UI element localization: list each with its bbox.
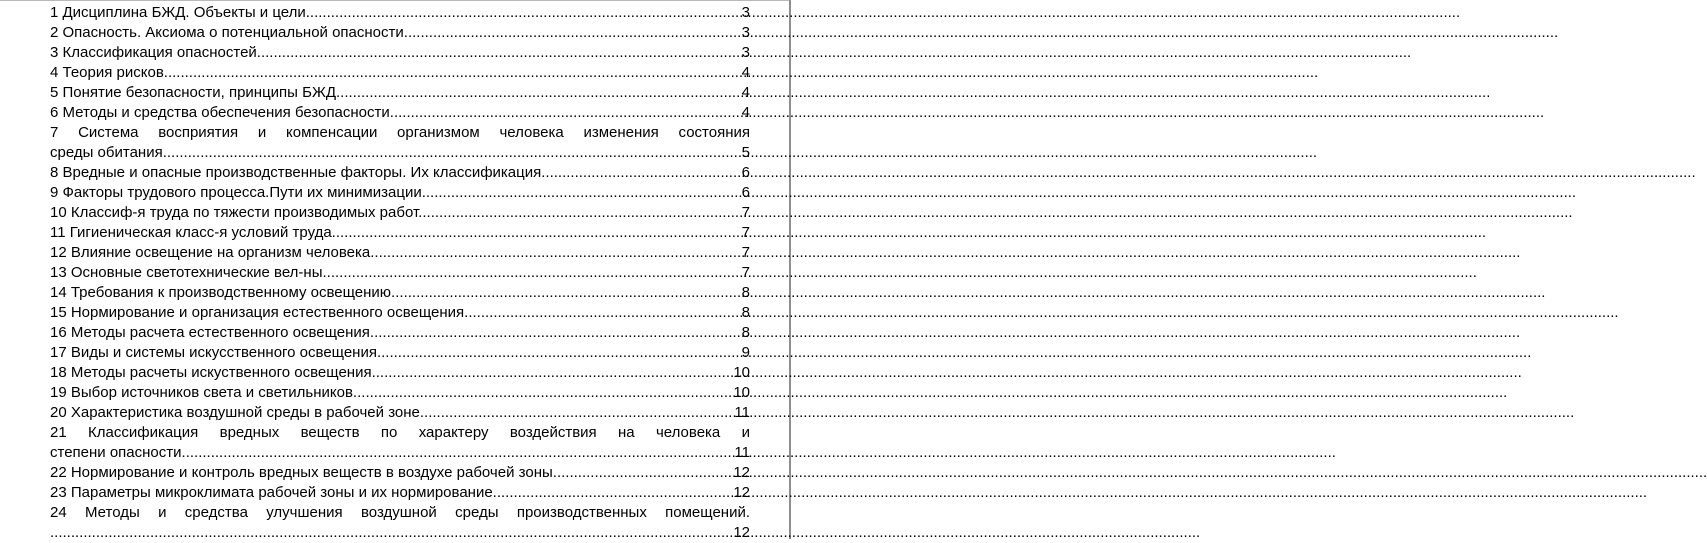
toc-entry-7[interactable] [50, 143, 750, 163]
toc-dot-leader [468, 303, 739, 323]
toc-entry-21-line-1[interactable] [50, 423, 750, 443]
toc-entry-17[interactable] [50, 343, 750, 363]
toc-entry-page: 4 [741, 84, 750, 101]
toc-entry-title: 16 Методы расчета естественного освещения [50, 324, 370, 341]
toc-entry-page: 7 [741, 224, 750, 241]
toc-entry-page: 11 [734, 444, 750, 461]
toc-entry-title: 22 Нормирование и контроль вредных веществ в воздухе рабочей зоны. [50, 464, 557, 481]
toc-entry-22[interactable] [50, 463, 750, 483]
toc-entry-8[interactable] [50, 163, 750, 183]
toc-entry-10[interactable] [50, 203, 750, 223]
toc-entry-title: 6 Методы и средства обеспечения безопасности. [50, 104, 394, 121]
toc-entry-20[interactable] [50, 403, 750, 423]
toc-dot-leader [168, 63, 740, 83]
toc-entry-page: 3 [741, 24, 750, 41]
toc-entry-page: 4 [741, 64, 750, 81]
toc-dot-leader [381, 343, 740, 363]
toc-entry-page: 12 [733, 524, 750, 541]
toc-entry-title: 17 Виды и системы искусственного освещения. [50, 344, 382, 361]
toc-entry-5[interactable] [50, 83, 750, 103]
toc-entry-title: 3 Классификация опасностей. [50, 44, 261, 61]
toc-entry-page: 8 [741, 284, 750, 301]
toc-entry-title: 11 Гигиеническая класс-я условий труда. [50, 224, 336, 241]
toc-entry-page: 7 [741, 204, 750, 221]
toc-dot-leader [370, 243, 739, 263]
toc-dot-leader [394, 103, 740, 123]
toc-entry-title: 2 Опасность. Аксиома о потенциальной опасности. [50, 24, 408, 41]
toc-dot-leader [408, 23, 740, 43]
toc-dot-leader [370, 323, 740, 343]
toc-entry-title: среды обитания. [50, 144, 167, 161]
table-of-contents [50, 3, 750, 543]
toc-entry-13[interactable] [50, 263, 750, 283]
toc-entry-title-line: 21 Классификация вредных веществ по характеру воздействия на человека и [50, 424, 750, 441]
toc-dot-leader [50, 523, 731, 543]
toc-dot-leader [545, 163, 739, 183]
page-top-edge [0, 0, 791, 1]
toc-entry-title-line: 24 Методы и средства улучшения воздушной среды производственных помещений. [50, 504, 750, 521]
toc-entry-2[interactable] [50, 23, 750, 43]
toc-entry-19[interactable] [50, 383, 750, 403]
toc-entry-title: 18 Методы расчеты искуственного освещения [50, 364, 372, 381]
toc-entry-page: 10 [733, 364, 750, 381]
toc-entry-7-line-1[interactable] [50, 123, 750, 143]
toc-dot-leader [422, 203, 739, 223]
toc-dot-leader [340, 83, 740, 103]
toc-entry-page: 7 [741, 264, 750, 281]
toc-entry-page: 12 [733, 484, 750, 501]
toc-entry-12[interactable] [50, 243, 750, 263]
toc-entry-14[interactable] [50, 283, 750, 303]
toc-entry-title: 4 Теория рисков. [50, 64, 168, 81]
toc-dot-leader [372, 363, 732, 383]
toc-entry-title: 9 Факторы трудового процесса.Пути их минимизации. [50, 184, 426, 201]
toc-entry-page: 3 [741, 44, 750, 61]
toc-entry-11[interactable] [50, 223, 750, 243]
toc-dot-leader [336, 223, 740, 243]
toc-dot-leader [395, 283, 739, 303]
toc-entry-page: 8 [741, 324, 750, 341]
toc-entry-title: 5 Понятие безопасности, принципы БЖД. [50, 84, 341, 101]
toc-entry-page: 7 [741, 244, 750, 261]
toc-entry-page: 12 [733, 464, 750, 481]
toc-dot-leader [261, 43, 740, 63]
toc-entry-4[interactable] [50, 63, 750, 83]
toc-dot-leader [357, 383, 731, 403]
toc-entry-24[interactable] [50, 523, 750, 543]
toc-entry-page: 4 [741, 104, 750, 121]
toc-entry-page: 3 [741, 4, 750, 21]
toc-entry-title: 15 Нормирование и организация естественного освещения. [50, 304, 469, 321]
toc-entry-title: 14 Требования к производственному освещению. [50, 284, 396, 301]
toc-dot-leader [497, 483, 731, 503]
toc-entry-3[interactable] [50, 43, 750, 63]
toc-entry-title: 13 Основные светотехнические вел-ны. [50, 264, 327, 281]
toc-dot-leader [327, 263, 740, 283]
toc-entry-title: степени опасности. [50, 444, 186, 461]
toc-entry-24-line-1[interactable] [50, 503, 750, 523]
toc-dot-leader [310, 3, 740, 23]
toc-entry-title: 8 Вредные и опасные производственные факторы. Их классификация. [50, 164, 546, 181]
toc-dot-leader [186, 443, 733, 463]
toc-entry-page: 8 [741, 304, 750, 321]
toc-entry-page: 5 [741, 144, 750, 161]
toc-dot-leader [167, 143, 740, 163]
toc-entry-title: 12 Влияние освещение на организм человека [50, 244, 371, 261]
toc-entry-title: 1 Дисциплина БЖД. Объекты и цели. [50, 4, 310, 21]
toc-entry-page: 9 [741, 344, 750, 361]
toc-entry-9[interactable] [50, 183, 750, 203]
toc-entry-16[interactable] [50, 323, 750, 343]
toc-entry-page: 10 [733, 384, 750, 401]
toc-entry-title: 20 Характеристика воздушной среды в рабочей зоне. [50, 404, 425, 421]
toc-entry-page: 6 [741, 164, 750, 181]
toc-entry-15[interactable] [50, 303, 750, 323]
toc-entry-page: 11 [734, 404, 750, 421]
toc-entry-title: 19 Выбор источников света и светильников. [50, 384, 358, 401]
toc-entry-23[interactable] [50, 483, 750, 503]
toc-entry-title: 23 Параметры микроклимата рабочей зоны и их нормирование. [50, 484, 497, 501]
toc-entry-18[interactable] [50, 363, 750, 383]
toc-entry-21[interactable] [50, 443, 750, 463]
toc-entry-title-line: 7 Система восприятия и компенсации организмом человека изменения состояния [50, 124, 750, 141]
toc-entry-1[interactable] [50, 3, 750, 23]
toc-dot-leader [557, 463, 731, 483]
toc-entry-title: 10 Классиф-я труда по тяжести производимых работ. [50, 204, 423, 221]
toc-entry-6[interactable] [50, 103, 750, 123]
toc-dot-leader [426, 183, 740, 203]
toc-dot-leader [424, 403, 732, 423]
toc-entry-page: 6 [741, 184, 750, 201]
